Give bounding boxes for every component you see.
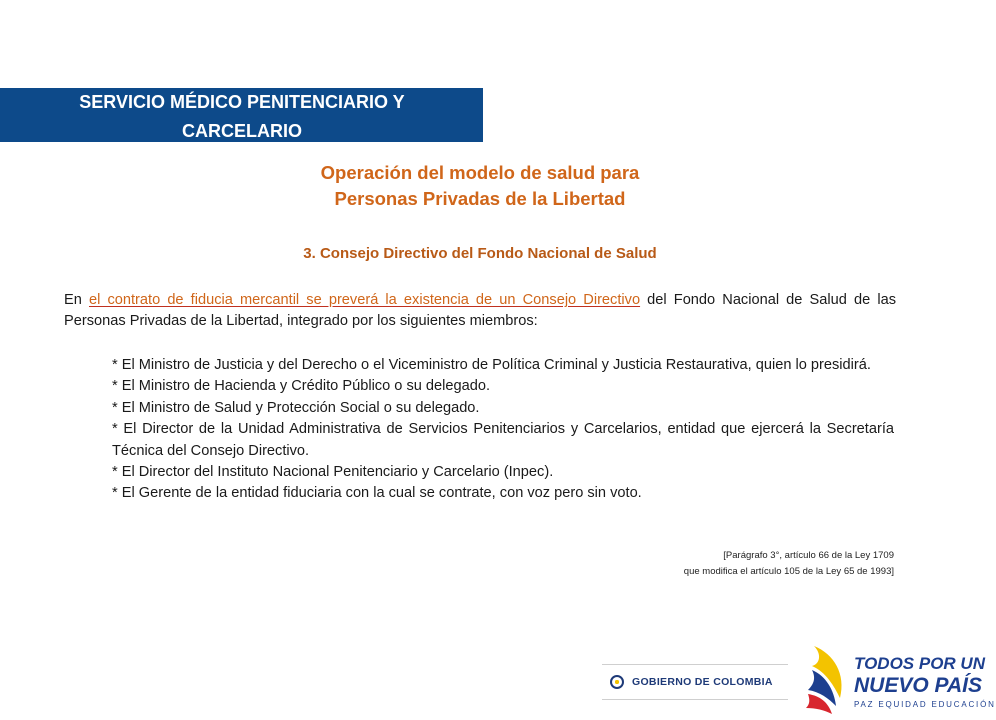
intro-highlight: el contrato de fiducia mercantil se preverá la existencia de un Consejo Directivo — [88, 292, 641, 308]
gobierno-de-colombia-logo — [602, 664, 788, 700]
gobierno-label: GOBIERNO DE COLOMBIA — [632, 676, 773, 688]
member-item: * El Director de la Unidad Administrativa de Servicios Penitenciarios y Carcelarios, entidad que ejercerá la Secretaría Técnica del Consejo Directivo. — [112, 421, 894, 459]
member-list — [112, 355, 894, 505]
slide-subtitle — [180, 160, 780, 212]
banner-title-line2: CARCELARIO — [182, 121, 302, 141]
flag-swoosh-icon — [804, 640, 856, 720]
member-item: * El Ministro de Hacienda y Crédito Público o su delegado. — [112, 378, 491, 395]
banner-title-line1: SERVICIO MÉDICO PENITENCIARIO Y — [79, 92, 405, 112]
intro-suffix: del Fondo Nacional de Salud de las Personas Privadas de la Libertad, integrado por los siguientes miembros: — [64, 292, 896, 329]
colombia-seal-icon — [610, 675, 624, 689]
member-item: * El Gerente de la entidad fiduciaria con la cual se contrate, con voz pero sin voto. — [112, 485, 642, 502]
citation-line1: [Parágrafo 3°, artículo 66 de la Ley 1709 — [723, 550, 894, 561]
logo-line2: NUEVO PAÍS — [854, 674, 982, 697]
todos-por-un-nuevo-pais-logo — [804, 640, 996, 720]
section-heading: 3. Consejo Directivo del Fondo Nacional de Salud — [303, 245, 657, 262]
member-item: * El Ministro de Salud y Protección Social o su delegado. — [112, 399, 480, 416]
member-item: * El Ministro de Justicia y del Derecho o el Viceministro de Política Criminal y Justicia Restaurativa, quien lo presidirá. — [112, 357, 871, 373]
logo-line1: TODOS POR UN — [854, 654, 985, 673]
intro-paragraph — [64, 290, 896, 332]
subtitle-line2: Personas Privadas de la Libertad — [334, 188, 626, 209]
intro-prefix: En — [64, 292, 89, 308]
subtitle-line1: Operación del modelo de salud para — [320, 162, 640, 183]
member-item: * El Director del Instituto Nacional Penitenciario y Carcelario (Inpec). — [112, 464, 554, 481]
citation-line2: que modifica el artículo 105 de la Ley 65 de 1993] — [683, 566, 894, 577]
legal-citation — [494, 548, 894, 580]
title-banner — [0, 88, 483, 142]
banner-title — [58, 88, 426, 146]
logo-tagline: PAZ EQUIDAD EDUCACIÓN — [854, 700, 996, 709]
